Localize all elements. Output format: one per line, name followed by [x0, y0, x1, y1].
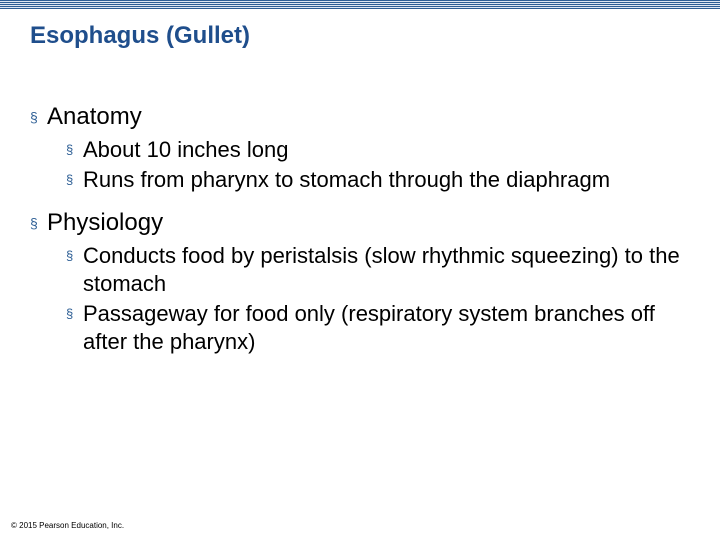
- copyright-notice: © 2015 Pearson Education, Inc.: [11, 521, 125, 530]
- slide-content: [30, 100, 700, 356]
- bullet-icon: §: [66, 172, 74, 187]
- bullet-level1-anatomy: [30, 100, 700, 134]
- bullet-level2-passageway: [66, 300, 700, 356]
- bullet-icon: §: [30, 215, 38, 231]
- bullet-level1-physiology: [30, 206, 700, 240]
- bullet-level2-length: [66, 136, 700, 164]
- bullet-level2-peristalsis: [66, 242, 700, 298]
- bullet-icon: §: [66, 248, 74, 263]
- bullet-level2-route: [66, 166, 700, 194]
- top-decorative-bar: [0, 0, 720, 9]
- bullet-text: Runs from pharynx to stomach through the diaphragm: [83, 167, 611, 192]
- bullet-text: Conducts food by peristalsis (slow rhythmic squeezing) to the stomach: [83, 243, 680, 296]
- bullet-text: Anatomy: [47, 103, 142, 130]
- bullet-text: Physiology: [47, 209, 164, 236]
- bullet-text: About 10 inches long: [83, 137, 289, 162]
- bullet-icon: §: [30, 109, 38, 125]
- bullet-icon: §: [66, 306, 74, 321]
- bullet-text: Passageway for food only (respiratory system branches off after the pharynx): [83, 301, 655, 354]
- slide-title: Esophagus (Gullet): [30, 22, 251, 49]
- bullet-icon: §: [66, 142, 74, 157]
